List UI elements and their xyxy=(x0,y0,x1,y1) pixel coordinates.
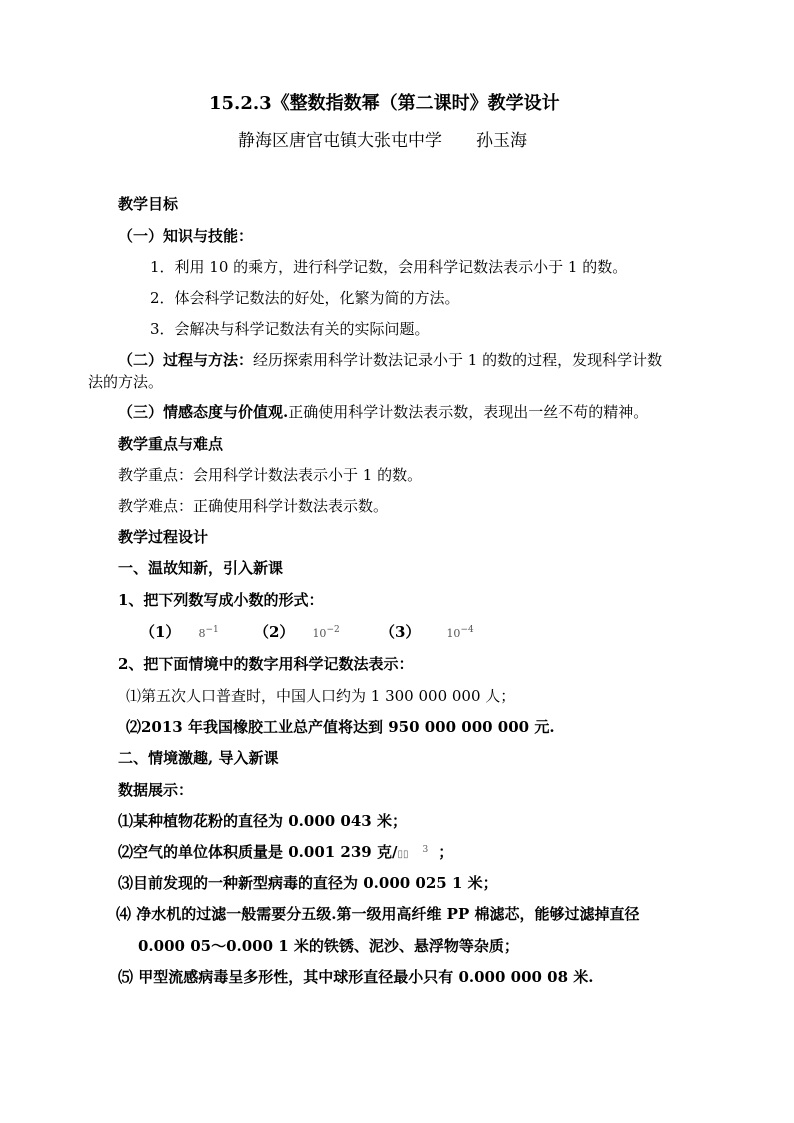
q1-item-1-exp: −1 xyxy=(205,625,219,635)
q1-item-1 xyxy=(140,622,219,645)
author-name: 孙玉海 xyxy=(476,131,527,151)
process-method-continued: 法的方法。 xyxy=(88,373,164,391)
q1-item-2-exp: −2 xyxy=(326,625,340,635)
data-heading: 数据展示： xyxy=(118,781,194,799)
q1-item-1-label: （1） xyxy=(140,623,181,641)
data-item-2-unit: ▯▯ xyxy=(397,849,409,860)
question-1: 1、把下列数写成小数的形式： xyxy=(118,591,324,609)
question-2: 2、把下面情境中的数字用科学记数法表示： xyxy=(118,655,414,673)
key-points-heading: 教学重点与难点 xyxy=(118,435,224,453)
data-item-2-exp: 3 xyxy=(422,845,429,855)
objectives-heading: 教学目标 xyxy=(118,195,179,213)
data-item-4: ⑷ 净水机的过滤一般需要分五级.第一级用高纤维 PP 棉滤芯，能够过滤掉直径 xyxy=(116,905,640,923)
q1-item-2-label: （2） xyxy=(254,623,295,641)
q1-item-1-base: 8 xyxy=(198,627,206,640)
q1-item-3 xyxy=(380,622,474,645)
part2-heading: 二、情境激趣, 导入新课 xyxy=(118,749,279,767)
knowledge-item-2: 2．体会科学记数法的好处，化繁为简的方法。 xyxy=(150,289,460,307)
data-item-5: ⑸ 甲型流感病毒呈多形性，其中球形直径最小只有 0.000 000 08 米. xyxy=(118,968,594,986)
data-item-1: ⑴某种植物花粉的直径为 0.000 043 米； xyxy=(118,812,407,830)
data-item-4-continued: 0.000 05～0.000 1 米的铁锈、泥沙、悬浮物等杂质； xyxy=(138,937,519,955)
question-2-b: ⑵2013 年我国橡胶工业总产值将达到 950 000 000 000 元. xyxy=(126,718,555,736)
process-method-heading: （二）过程与方法： xyxy=(118,351,254,369)
data-item-2 xyxy=(118,842,453,865)
author-line xyxy=(238,130,527,152)
attitude-text: 正确使用科学计数法表示数，表现出一丝不苟的精神。 xyxy=(288,403,649,421)
knowledge-item-3: 3．会解决与科学记数法有关的实际问题。 xyxy=(150,320,430,338)
knowledge-heading: （一）知识与技能： xyxy=(118,227,254,245)
knowledge-item-1: 1．利用 10 的乘方，进行科学记数，会用科学记数法表示小于 1 的数。 xyxy=(150,258,628,276)
question-2-a: ⑴第五次人口普查时，中国人口约为 1 300 000 000 人； xyxy=(126,687,516,705)
q1-item-2 xyxy=(254,622,340,645)
q1-item-3-label: （3） xyxy=(380,623,421,641)
q1-item-2-base: 10 xyxy=(312,627,327,640)
data-item-2-text: ⑵空气的单位体积质量是 0.001 239 克/ xyxy=(118,843,398,861)
part1-heading: 一、温故知新，引入新课 xyxy=(118,559,284,577)
process-method xyxy=(118,350,662,370)
attitude xyxy=(118,402,648,422)
key-focus: 教学重点：会用科学计数法表示小于 1 的数。 xyxy=(118,466,423,484)
q1-item-3-exp: −4 xyxy=(460,625,474,635)
process-heading: 教学过程设计 xyxy=(118,528,209,546)
author-school: 静海区唐官屯镇大张屯中学 xyxy=(238,131,442,151)
process-method-text: 经历探索用科学计数法记录小于 1 的数的过程，发现科学计数 xyxy=(253,351,663,369)
page-title: 15.2.3《整数指数幂（第二课时》教学设计 xyxy=(209,93,560,114)
data-item-2-end: ； xyxy=(438,843,454,861)
q1-item-3-base: 10 xyxy=(446,627,461,640)
key-difficulty: 教学难点：正确使用科学计数法表示数。 xyxy=(118,497,389,515)
attitude-heading: （三）情感态度与价值观. xyxy=(118,403,289,421)
data-item-3: ⑶目前发现的一种新型病毒的直径为 0.000 025 1 米； xyxy=(118,874,498,892)
